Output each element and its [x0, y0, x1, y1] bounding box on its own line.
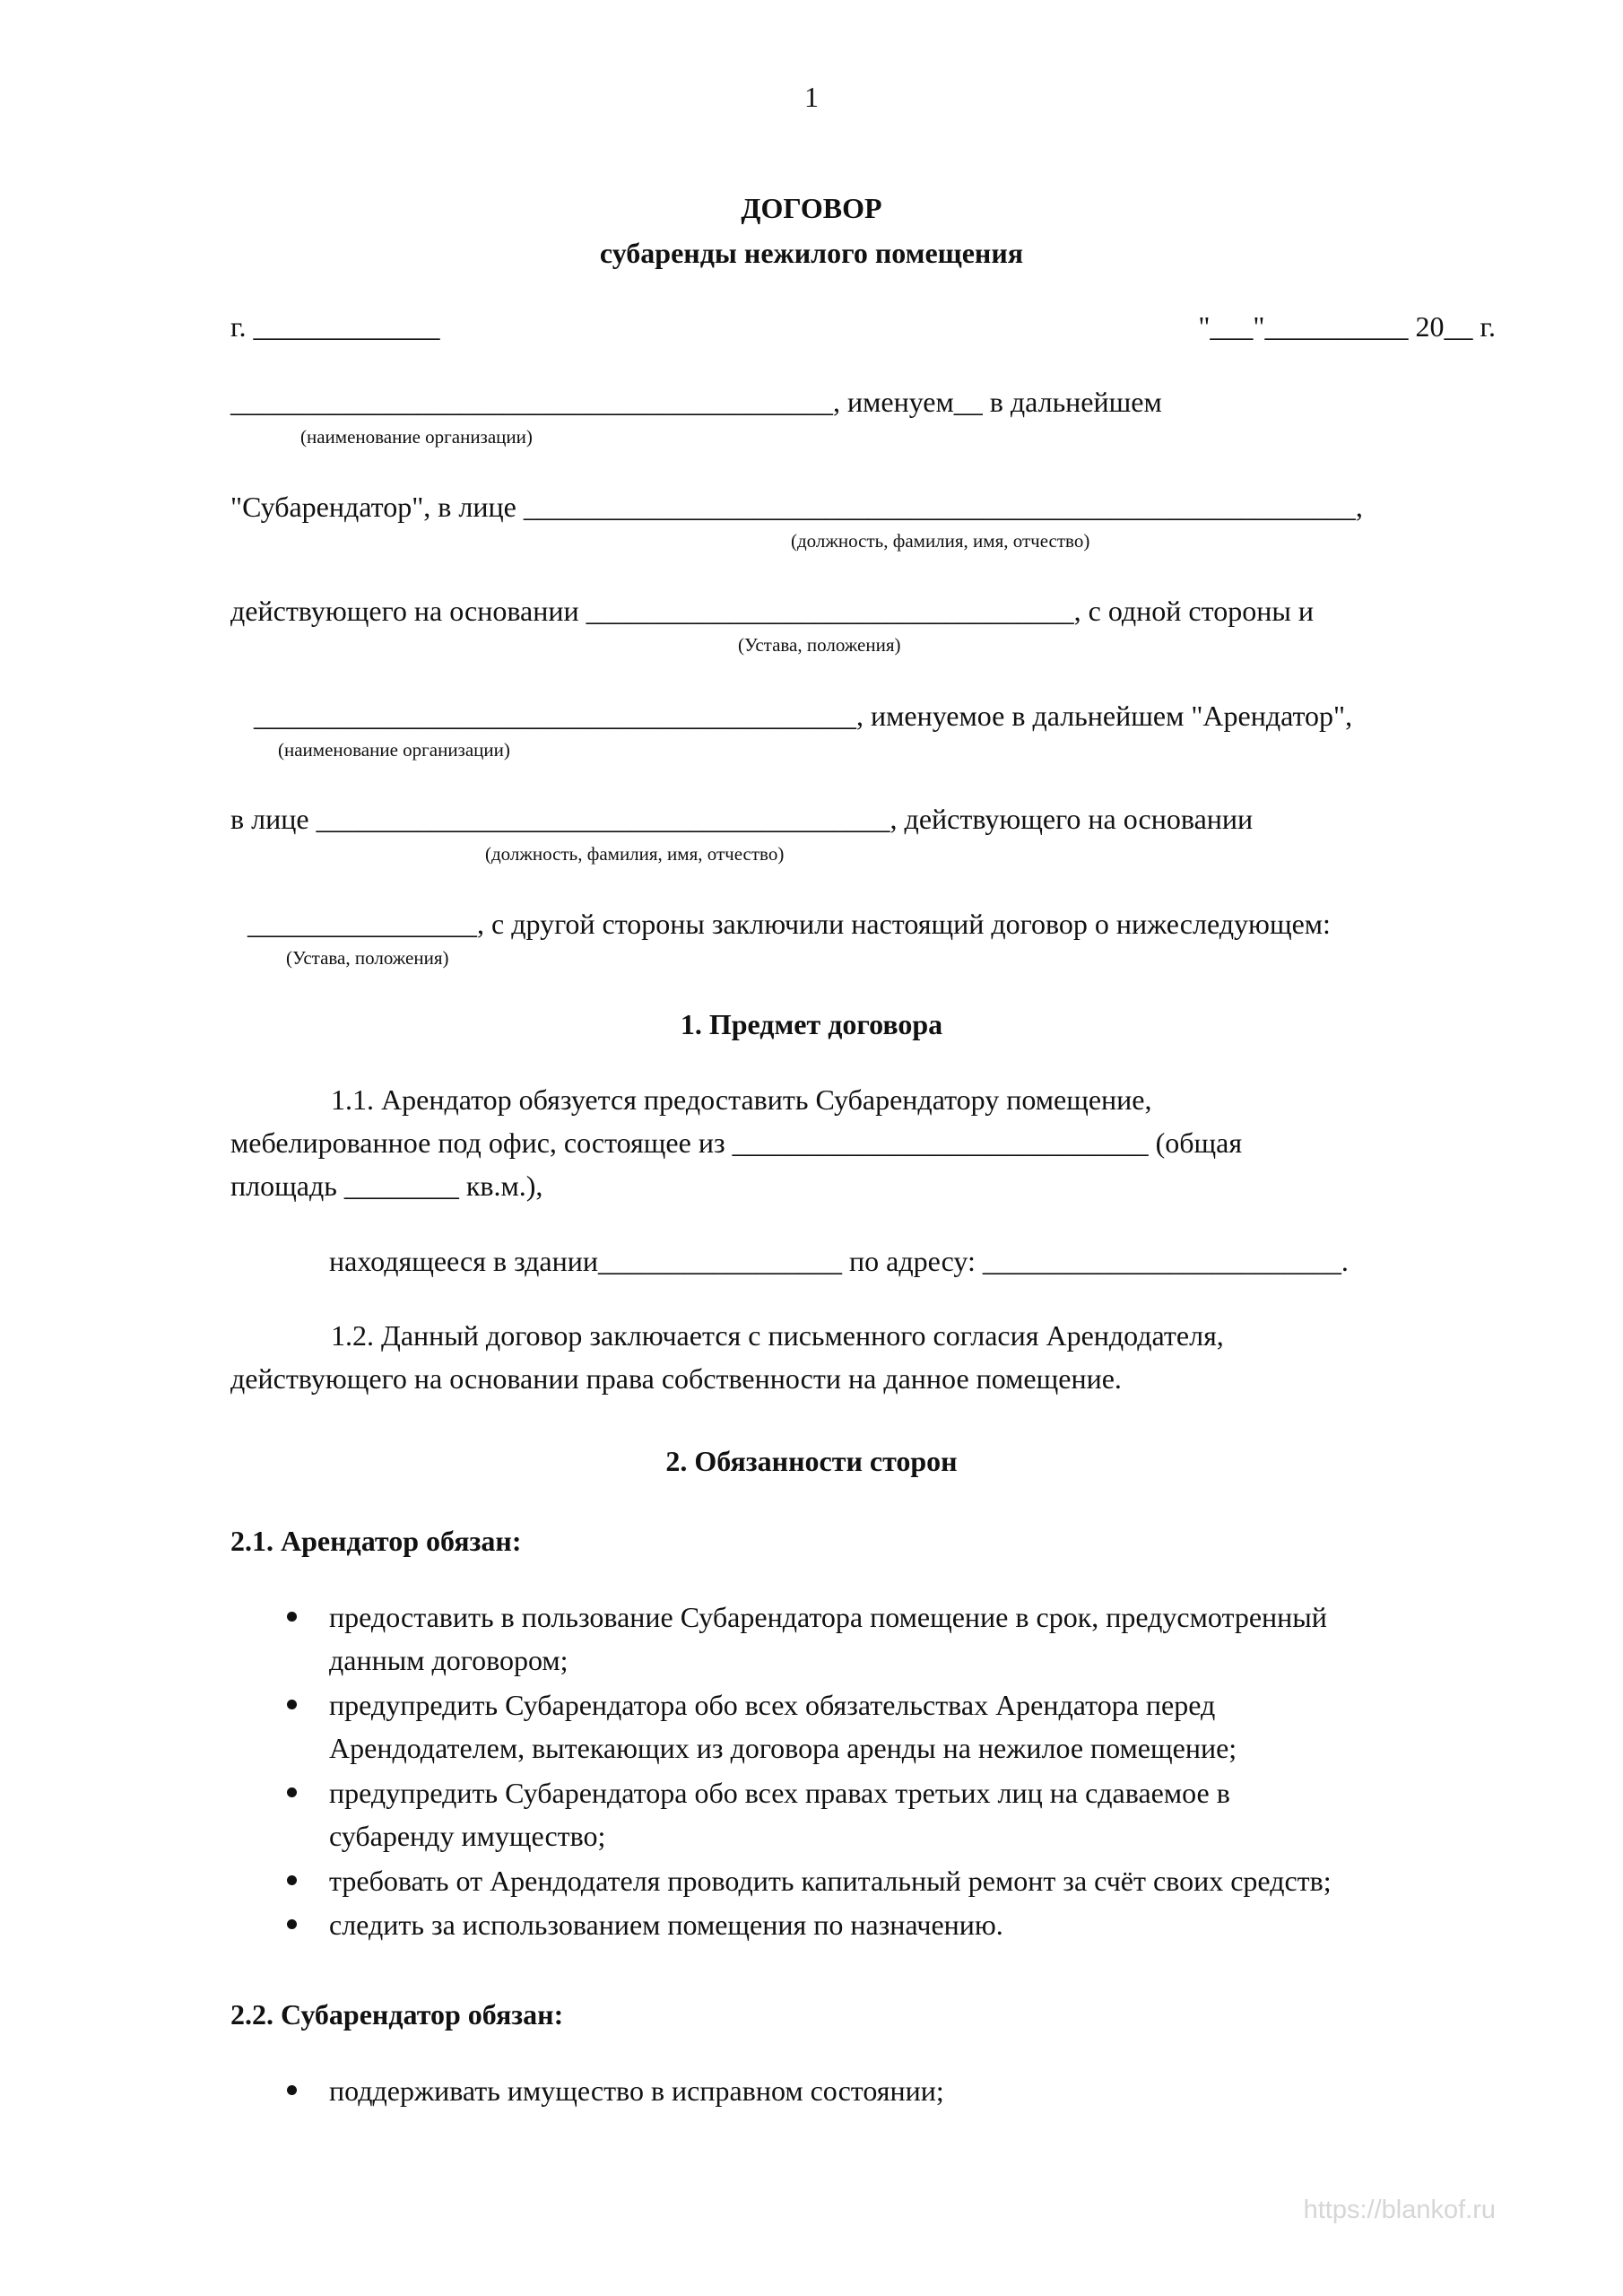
subsection-2-2-heading: 2.2. Субарендатор обязан: [230, 1998, 564, 2031]
list-item: предупредить Субарендатора обо всех правах третьих лиц на сдаваемое в [329, 1777, 1230, 1809]
list-item: предоставить в пользование Субарендатора помещение в срок, предусмотренный [329, 1601, 1327, 1633]
clause-1-2-line-2: действующего на основании права собственности на данное помещение. [230, 1362, 1122, 1395]
party-line-6: ________________, с другой стороны заключили настоящий договор о нижеследующем: [247, 908, 1331, 940]
list-item-continuation: данным договором; [329, 1644, 568, 1676]
party-line-2: "Субарендатор", в лице __________________________________________________________, [230, 491, 1363, 523]
list-item-continuation: Арендодателем, вытекающих из договора аренды на нежилое помещение; [329, 1732, 1237, 1764]
party-hint-6: (Устава, положения) [286, 947, 449, 969]
party-hint-4: (наименование организации) [278, 739, 510, 761]
date-field: "___"__________ 20__ г. [1198, 310, 1496, 343]
party-hint-3: (Устава, положения) [738, 634, 901, 656]
page-number: 1 [804, 81, 819, 113]
city-field: г. _____________ [230, 310, 440, 343]
bullet-icon [287, 1787, 297, 1797]
list-item: следить за использованием помещения по назначению. [329, 1909, 1003, 1941]
subsection-2-1-heading: 2.1. Арендатор обязан: [230, 1525, 522, 1557]
party-line-4: __________________________________________, именуемое в дальнейшем "Арендатор", [254, 700, 1353, 732]
party-line-5: в лице ________________________________________, действующего на основании [230, 803, 1254, 835]
list-item: требовать от Арендодателя проводить капитальный ремонт за счёт своих средств; [329, 1865, 1332, 1897]
list-item: поддерживать имущество в исправном состоянии; [329, 2074, 944, 2107]
clause-1-1-line-4: находящееся в здании_________________ по адресу: _________________________. [329, 1245, 1349, 1277]
party-hint-1: (наименование организации) [300, 426, 533, 448]
list-item: предупредить Субарендатора обо всех обязательствах Арендатора перед [329, 1689, 1216, 1721]
bullet-icon [287, 1919, 297, 1929]
clause-1-2-line-1: 1.2. Данный договор заключается с письменного согласия Арендодателя, [331, 1319, 1224, 1352]
clause-1-1-line-3: площадь ________ кв.м.), [230, 1170, 543, 1202]
document-title: ДОГОВОР [741, 192, 882, 224]
party-hint-2: (должность, фамилия, имя, отчество) [791, 530, 1090, 552]
party-line-1: __________________________________________, именуем__ в дальнейшем [230, 386, 1162, 418]
watermark-link[interactable]: https://blankof.ru [1303, 2196, 1496, 2224]
clause-1-1-line-1: 1.1. Арендатор обязуется предоставить Субарендатору помещение, [331, 1083, 1152, 1116]
bullet-icon [287, 1875, 297, 1885]
party-line-3: действующего на основании __________________________________, с одной стороны и [230, 595, 1314, 627]
section-1-heading: 1. Предмет договора [680, 1008, 943, 1040]
document-subtitle: субаренды нежилого помещения [599, 237, 1024, 269]
list-item-continuation: субаренду имущество; [329, 1820, 606, 1852]
clause-1-1-line-2: мебелированное под офис, состоящее из _____________________________ (общая [230, 1126, 1243, 1159]
section-2-heading: 2. Обязанности сторон [665, 1445, 958, 1477]
bullet-icon [287, 2085, 297, 2095]
party-hint-5: (должность, фамилия, имя, отчество) [485, 843, 785, 865]
bullet-icon [287, 1612, 297, 1622]
bullet-icon [287, 1700, 297, 1709]
